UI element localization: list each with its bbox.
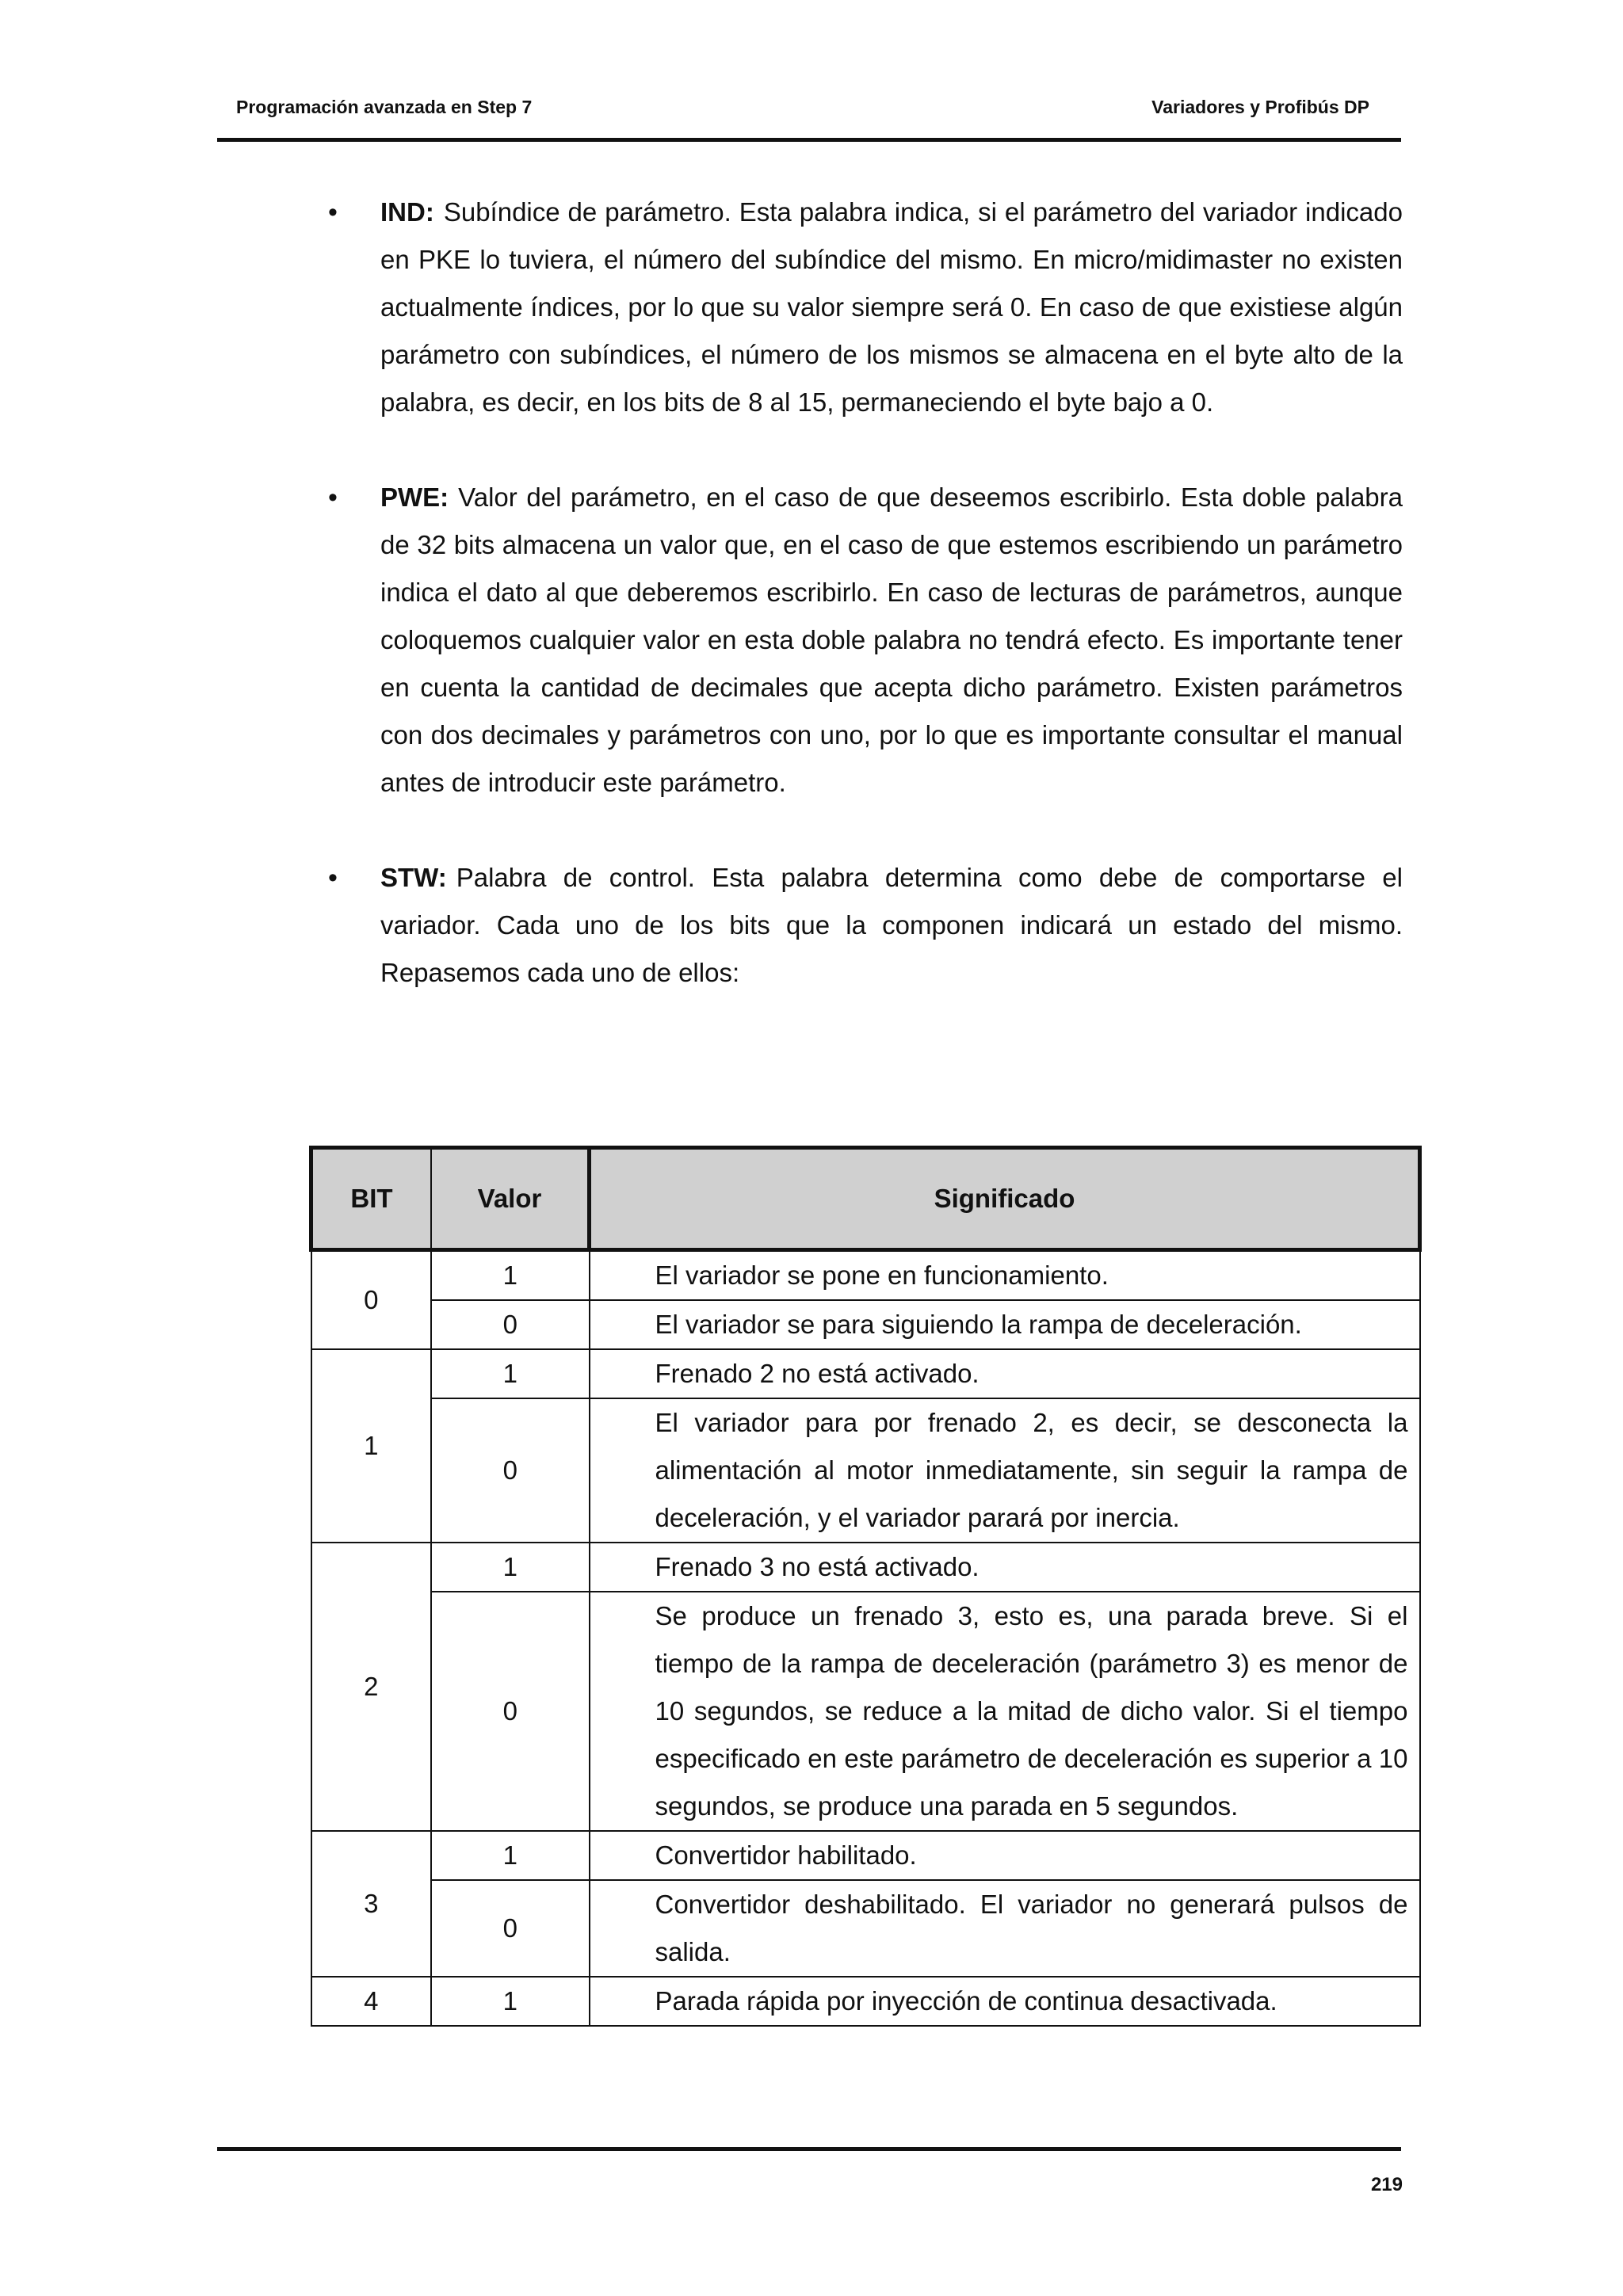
bit-cell: 3 bbox=[311, 1831, 432, 1977]
valor-cell: 0 bbox=[431, 1592, 590, 1831]
desc-cell: El variador para por frenado 2, es decir, se desconecta la alimentación al motor inmediatamente, sin seguir la rampa de deceleración, y el variador parará por inercia. bbox=[590, 1398, 1420, 1543]
bit-cell: 4 bbox=[311, 1977, 432, 2026]
table-row bbox=[311, 1592, 1420, 1831]
bullet-icon: • bbox=[328, 197, 338, 227]
bullet-term: PWE: bbox=[380, 482, 449, 512]
table-row bbox=[311, 1349, 1420, 1398]
footer-rule bbox=[217, 2147, 1401, 2151]
header-significado: Significado bbox=[590, 1148, 1420, 1250]
table-header-row bbox=[311, 1148, 1420, 1250]
bullet-icon: • bbox=[328, 482, 338, 513]
bullet-paragraph bbox=[380, 189, 1403, 426]
table-row bbox=[311, 1398, 1420, 1543]
bullet-pwe bbox=[328, 474, 1403, 807]
desc-cell: Frenado 3 no está activado. bbox=[590, 1543, 1420, 1592]
table-row bbox=[311, 1977, 1420, 2026]
table-row bbox=[311, 1543, 1420, 1592]
page-header bbox=[217, 97, 1401, 142]
bullet-paragraph bbox=[380, 474, 1403, 807]
bullet-term: IND: bbox=[380, 197, 434, 227]
bit-cell: 0 bbox=[311, 1250, 432, 1350]
valor-cell: 1 bbox=[431, 1349, 590, 1398]
bullet-text: Palabra de control. Esta palabra determina como debe de comportarse el variador. Cada uno de los bits que la componen indicará un estado del mismo. Repasemos cada uno de ellos: bbox=[380, 863, 1403, 987]
header-book-title: Programación avanzada en Step 7 bbox=[236, 97, 533, 117]
valor-cell: 1 bbox=[431, 1543, 590, 1592]
desc-cell: El variador se para siguiendo la rampa de deceleración. bbox=[590, 1300, 1420, 1349]
page-number: 219 bbox=[1370, 2174, 1403, 2195]
table-row bbox=[311, 1250, 1420, 1301]
desc-cell: Convertidor deshabilitado. El variador no generará pulsos de salida. bbox=[590, 1880, 1420, 1977]
valor-cell: 0 bbox=[431, 1300, 590, 1349]
bullet-list bbox=[328, 189, 1403, 1044]
header-chapter-title: Variadores y Profibús DP bbox=[1151, 97, 1369, 117]
bullet-term: STW: bbox=[380, 863, 447, 892]
table-row bbox=[311, 1300, 1420, 1349]
header-valor: Valor bbox=[431, 1148, 590, 1250]
bullet-text: Valor del parámetro, en el caso de que deseemos escribirlo. Esta doble palabra de 32 bits almacena un valor que, en el caso de que estemos escribiendo un parámetro indica el dato al que deberemos escribirlo. En caso de lecturas de parámetros, aunque coloquemos cualquier valor en esta doble palabra no tendrá efecto. Es importante tener en cuenta la cantidad de decimales que acepta dicho parámetro. Existen parámetros con dos decimales y parámetros con uno, por lo que es importante consultar el manual antes de introducir este parámetro. bbox=[380, 482, 1403, 797]
valor-cell: 0 bbox=[431, 1398, 590, 1543]
header-bit: BIT bbox=[311, 1148, 432, 1250]
valor-cell: 1 bbox=[431, 1250, 590, 1301]
valor-cell: 0 bbox=[431, 1880, 590, 1977]
desc-cell: Parada rápida por inyección de continua desactivada. bbox=[590, 1977, 1420, 2026]
bullet-paragraph bbox=[380, 854, 1403, 997]
bullet-icon: • bbox=[328, 863, 338, 893]
bit-cell: 1 bbox=[311, 1349, 432, 1543]
bullet-ind bbox=[328, 189, 1403, 426]
desc-cell: Convertidor habilitado. bbox=[590, 1831, 1420, 1880]
bullet-stw bbox=[328, 854, 1403, 997]
desc-cell: El variador se pone en funcionamiento. bbox=[590, 1250, 1420, 1301]
bullet-text: Subíndice de parámetro. Esta palabra indica, si el parámetro del variador indicado en PKE lo tuviera, el número del subíndice del mismo. En micro/midimaster no existen actualmente índices, por lo que su valor siempre será 0. En caso de que existiese algún parámetro con subíndices, el número de los mismos se almacena en el byte alto de la palabra, es decir, en los bits de 8 al 15, permaneciendo el byte bajo a 0. bbox=[380, 197, 1403, 417]
valor-cell: 1 bbox=[431, 1977, 590, 2026]
desc-cell: Frenado 2 no está activado. bbox=[590, 1349, 1420, 1398]
table-row bbox=[311, 1831, 1420, 1880]
control-word-table bbox=[309, 1146, 1422, 2027]
valor-cell: 1 bbox=[431, 1831, 590, 1880]
bit-cell: 2 bbox=[311, 1543, 432, 1831]
table-row bbox=[311, 1880, 1420, 1977]
desc-cell: Se produce un frenado 3, esto es, una parada breve. Si el tiempo de la rampa de deceleración (parámetro 3) es menor de 10 segundos, se reduce a la mitad de dicho valor. Si el tiempo especificado en este parámetro de deceleración es superior a 10 segundos, se produce una parada en 5 segundos. bbox=[590, 1592, 1420, 1831]
